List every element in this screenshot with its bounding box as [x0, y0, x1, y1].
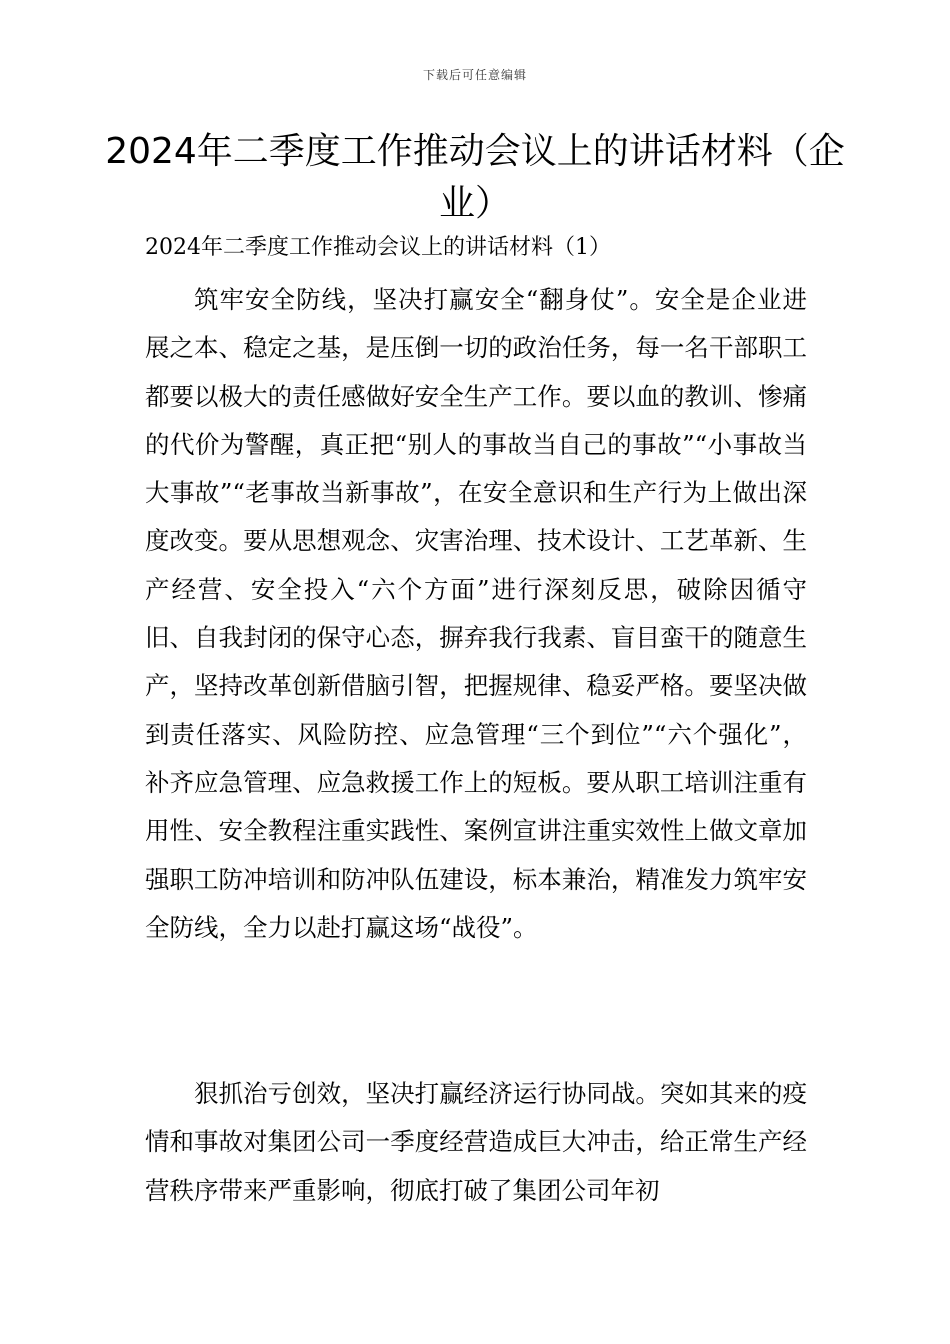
section-heading: 2024年二季度工作推动会议上的讲话材料（1）: [145, 235, 611, 260]
paragraph-safety: 筑牢安全防线，坚决打赢安全“翻身仗”。安全是企业进展之本、稳定之基，是压倒一切的政治任务，每一名干部职工都要以极大的责任感做好安全生产工作。要以血的教训、惨痛的代价为警醒，真正把“别人的事故当自己的事故”“小事故当大事故”“老事故当新事故”，在安全意识和生产行为上做出深度改变。要从思想观念、灾害治理、技术设计、工艺革新、生产经营、安全投入“六个方面”进行深刻反思，破除因循守旧、自我封闭的保守心态，摒弃我行我素、盲目蛮干的随意生产，坚持改革创新借脑引智，把握规律、稳妥严格。要坚决做到责任落实、风险防控、应急管理“三个到位”“六个强化”，补齐应急管理、应急救援工作上的短板。要从职工培训注重有用性、安全教程注重实践性、案例宣讲注重实效性上做文章加强职工防冲培训和防冲队伍建设，标本兼治，精准发力筑牢安全防线，全力以赴打赢这场“战役”。: [145, 285, 807, 942]
paragraph-economy: 狠抓治亏创效，坚决打赢经济运行协同战。突如其来的疫情和事故对集团公司一季度经营造成巨大冲击，给正常生产经营秩序带来严重影响，彻底打破了集团公司年初: [145, 1079, 807, 1205]
document-title: 2024年二季度工作推动会议上的讲话材料（企业）: [105, 131, 845, 224]
header-note: 下载后可任意编辑: [422, 68, 527, 82]
